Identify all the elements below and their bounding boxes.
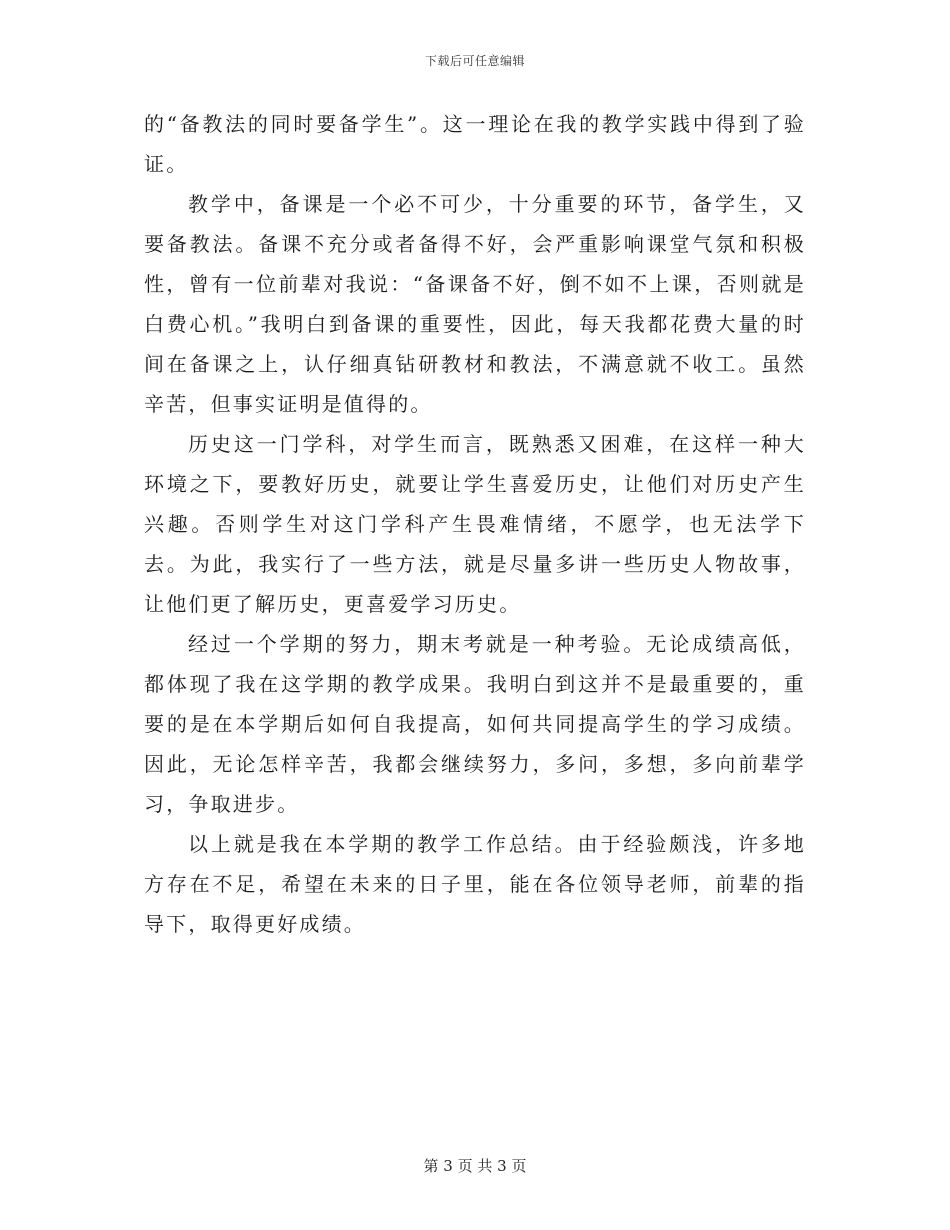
page-header: 下载后可任意编辑: [424, 54, 525, 68]
paragraph-4: 经过一个学期的努力，期末考就是一种考验。无论成绩高低，都体现了我在这学期的教学成果。我明白到这并不是最重要的，重要的是在本学期后如何自我提高，如何共同提高学生的学习成绩。因此，无论怎样辛苦，我都会继续努力，多问，多想，多向前辈学习，争取进步。: [144, 632, 806, 816]
page-number-footer: 第 3 页 共 3 页: [423, 1157, 527, 1175]
paragraph-1: 的“备教法的同时要备学生”。这一理论在我的教学实践中得到了验证。: [144, 112, 806, 176]
paragraph-2: 教学中，备课是一个必不可少，十分重要的环节，备学生，又要备教法。备课不充分或者备得不好，会严重影响课堂气氛和积极性，曾有一位前辈对我说：“备课备不好，倒不如不上课，否则就是白费心机。”我明白到备课的重要性，因此，每天我都花费大量的时间在备课之上，认仔细真钻研教材和教法，不满意就不收工。虽然辛苦，但事实证明是值得的。: [144, 192, 806, 416]
document-body: [144, 104, 806, 944]
paragraph-5: 以上就是我在本学期的教学工作总结。由于经验颇浅，许多地方存在不足，希望在未来的日子里，能在各位领导老师，前辈的指导下，取得更好成绩。: [144, 832, 806, 936]
paragraph-3: 历史这一门学科，对学生而言，既熟悉又困难，在这样一种大环境之下，要教好历史，就要让学生喜爱历史，让他们对历史产生兴趣。否则学生对这门学科产生畏难情绪，不愿学，也无法学下去。为此，我实行了一些方法，就是尽量多讲一些历史人物故事，让他们更了解历史，更喜爱学习历史。: [144, 432, 806, 616]
